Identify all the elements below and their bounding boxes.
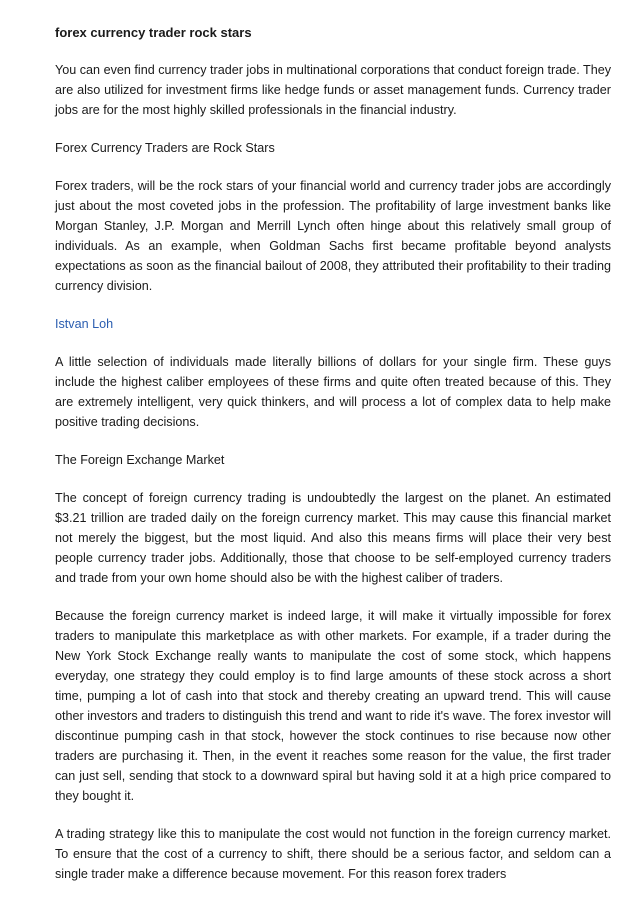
document-page <box>55 24 611 902</box>
section-heading-foreign-exchange: The Foreign Exchange Market <box>55 453 225 467</box>
paragraph-strategy: A trading strategy like this to manipulate the cost would not function in the foreign currency market. To ensure that the cost of a currency to shift, there should be a serious factor, and seldom can a single trader make a difference because movement. For this reason forex traders <box>55 827 611 881</box>
paragraph-rock-stars: Forex traders, will be the rock stars of your financial world and currency trader jobs are accordingly just about the most coveted jobs in the profession. The profitability of large investment banks like Morgan Stanley, J.P. Morgan and Merrill Lynch often hinge about this relatively small group of individuals. As an example, when Goldman Sachs first became profitable beyond analysts expectations as soon as the financial bailout of 2008, they attributed their profitability to their trading currency division. <box>55 179 611 293</box>
paragraph-concept: The concept of foreign currency trading is undoubtedly the largest on the planet. An estimated $3.21 trillion are traded daily on the foreign currency market. This may cause this financial market not merely the biggest, but the most liquid. And also this means firms will place their very best people currency trader jobs. Additionally, those that choose to be self-employed currency traders and trade from your own home should also be with the highest caliber of traders. <box>55 491 611 585</box>
paragraph-selection: A little selection of individuals made literally billions of dollars for your single firm. These guys include the highest caliber employees of these firms and quite often treated because of this. They are extremely intelligent, very quick thinkers, and will process a lot of complex data to help make positive trading decisions. <box>55 355 611 429</box>
author-link[interactable]: Istvan Loh <box>55 317 114 331</box>
section-heading-rock-stars: Forex Currency Traders are Rock Stars <box>55 141 275 155</box>
paragraph-manipulation: Because the foreign currency market is indeed large, it will make it virtually impossible for forex traders to manipulate this marketplace as with other markets. For example, if a trader during the New York Stock Exchange really wants to manipulate the cost of some stock, which happens everyday, one strategy they could employ is to find large amounts of these stock across a short time, pumping a lot of cash into that stock and thereby creating an upward trend. This will cause other investors and traders to distinguish this trend and want to ride it's wave. The forex investor will discontinue pumping cash in that stock, however the stock continues to rise because now other traders are purchasing it. Then, in the event it reaches some reason for the value, the first trader can just sell, sending that stock to a downward spiral but having sold it at a high price compared to they bought it. <box>55 609 611 803</box>
paragraph-intro: You can even find currency trader jobs in multinational corporations that conduct foreign trade. They are also utilized for investment firms like hedge funds or asset management funds. Currency trader jobs are for the most highly skilled professionals in the financial industry. <box>55 63 611 117</box>
document-title: forex currency trader rock stars <box>55 25 252 40</box>
